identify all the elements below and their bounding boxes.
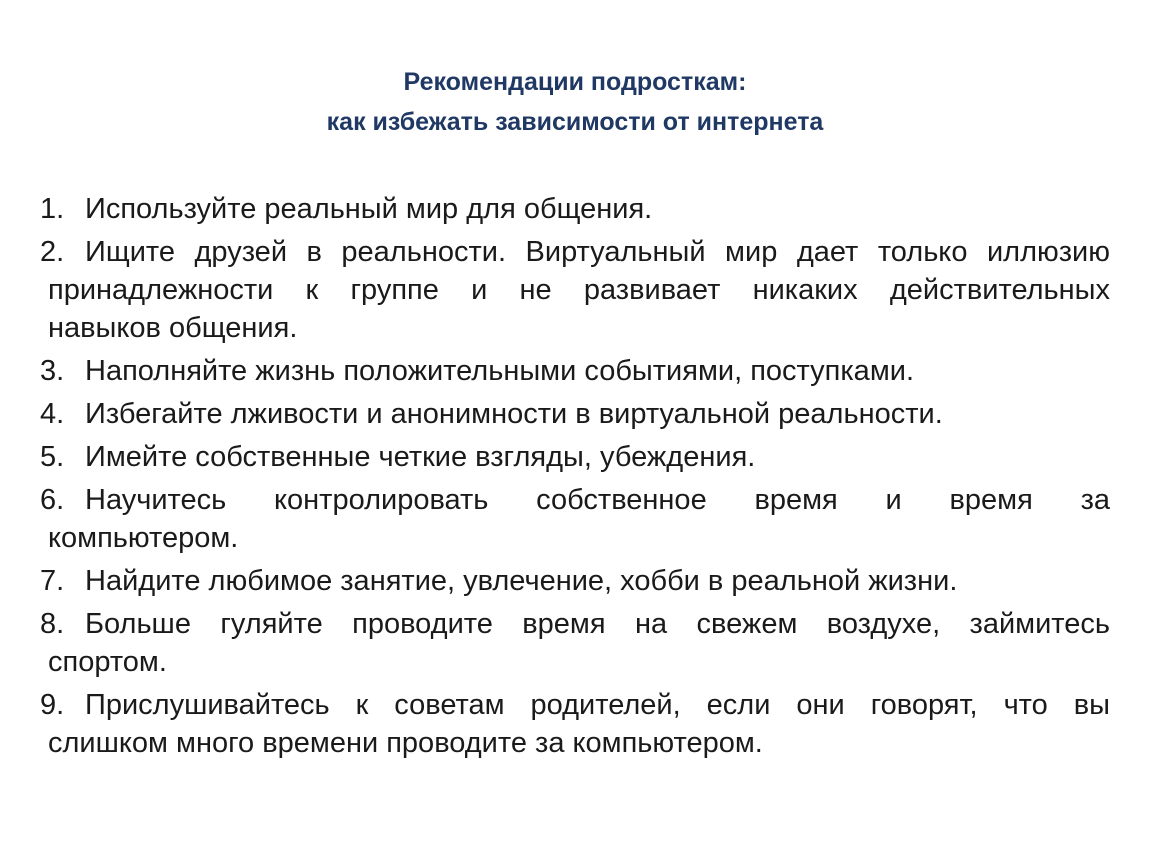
item-text: Используйте реальный мир для общения. <box>85 193 653 225</box>
title-line-2: как избежать зависимости от интернета <box>326 108 824 136</box>
item-number: 4. <box>40 398 65 430</box>
list-item <box>40 686 1110 762</box>
item-text-continuation: компьютером. <box>48 522 239 554</box>
list-item <box>40 233 1110 347</box>
item-text-continuation: слишком много времени проводите за компьютером. <box>48 727 763 759</box>
list-item <box>40 562 1110 600</box>
item-text: Ищите друзей в реальности. Виртуальный мир дает только иллюзию <box>85 236 1110 268</box>
list-item <box>40 481 1110 557</box>
item-text: Прислушивайтесь к советам родителей, если они говорят, что вы <box>85 689 1110 721</box>
item-text: Наполняйте жизнь положительными событиями, поступками. <box>85 355 915 387</box>
recommendations-list <box>40 190 1110 767</box>
list-item <box>40 395 1110 433</box>
item-number: 6. <box>40 484 65 516</box>
list-item <box>40 438 1110 476</box>
item-text-continuation: навыков общения. <box>48 312 298 344</box>
item-number: 3. <box>40 355 65 387</box>
item-number: 8. <box>40 608 65 640</box>
item-text: Найдите любимое занятие, увлечение, хобби в реальной жизни. <box>85 565 958 597</box>
item-text: Имейте собственные четкие взгляды, убеждения. <box>85 441 756 473</box>
item-text-continuation: спортом. <box>48 646 167 678</box>
item-text-continuation: принадлежности к группе и не развивает никаких действительных <box>48 274 1110 306</box>
item-number: 7. <box>40 565 65 597</box>
item-text: Научитесь контролировать собственное время и время за <box>85 484 1110 516</box>
item-number: 2. <box>40 236 65 268</box>
list-item <box>40 605 1110 681</box>
item-number: 9. <box>40 689 65 721</box>
item-text: Избегайте лживости и анонимности в виртуальной реальности. <box>85 398 943 430</box>
title-line-1: Рекомендации подросткам: <box>403 68 747 96</box>
list-item <box>40 190 1110 228</box>
list-item <box>40 352 1110 390</box>
item-text: Больше гуляйте проводите время на свежем воздухе, займитесь <box>85 608 1110 640</box>
item-number: 5. <box>40 441 65 473</box>
item-number: 1. <box>40 193 65 225</box>
page-title <box>0 62 1150 142</box>
